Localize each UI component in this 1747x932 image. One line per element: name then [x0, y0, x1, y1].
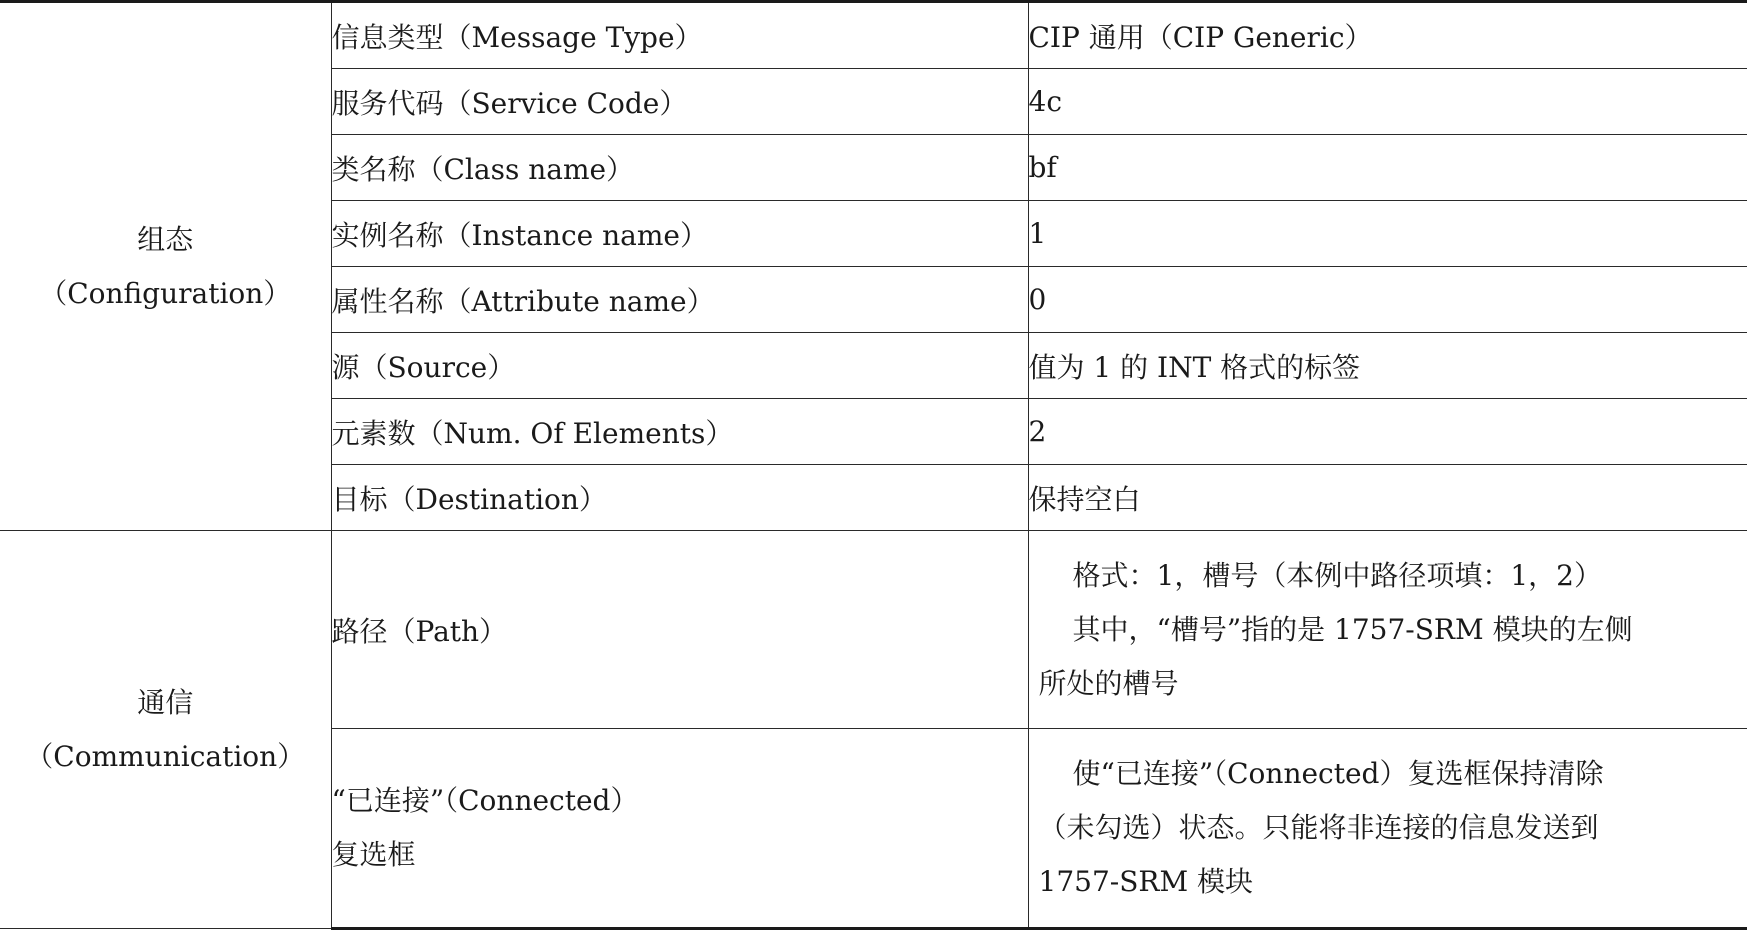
value-cell: 0	[1028, 267, 1747, 333]
property-cell: 路径（Path）	[331, 531, 1028, 729]
property-cell: 目标（Destination）	[331, 465, 1028, 531]
property-cell: 源（Source）	[331, 333, 1028, 399]
value-cell: 保持空白	[1028, 465, 1747, 531]
section-label-cn: 通信	[137, 685, 194, 719]
value-line: 所处的槽号	[1038, 666, 1179, 700]
section-communication	[0, 531, 331, 929]
property-cell: 信息类型（Message Type）	[331, 2, 1028, 69]
value-line: 格式：1，槽号（本例中路径项填：1，2）	[1072, 558, 1602, 592]
property-cell: 属性名称（Attribute name）	[331, 267, 1028, 333]
section-configuration	[0, 2, 331, 531]
value-line: 其中，“槽号”指的是 1757-SRM 模块的左侧	[1072, 612, 1633, 646]
value-line: 使“已连接”（Connected）复选框保持清除	[1072, 757, 1604, 790]
property-cell: 服务代码（Service Code）	[331, 69, 1028, 135]
property-line: “已连接”（Connected）	[331, 784, 639, 817]
value-cell: CIP 通用（CIP Generic）	[1028, 2, 1747, 69]
property-cell	[331, 729, 1028, 929]
value-cell: 2	[1028, 399, 1747, 465]
value-line: （未勾选）状态。只能将非连接的信息发送到	[1038, 811, 1599, 844]
table-row	[0, 2, 1747, 69]
value-cell: 值为 1 的 INT 格式的标签	[1028, 333, 1747, 399]
value-cell	[1028, 531, 1747, 729]
value-cell	[1028, 729, 1747, 929]
property-line: 复选框	[331, 838, 416, 871]
table-row	[0, 531, 1747, 729]
property-cell: 实例名称（Instance name）	[331, 201, 1028, 267]
property-cell: 类名称（Class name）	[331, 135, 1028, 201]
property-cell: 元素数（Num. Of Elements）	[331, 399, 1028, 465]
value-cell: bf	[1028, 135, 1747, 201]
section-label-en: （Configuration）	[39, 276, 292, 310]
value-cell: 1	[1028, 201, 1747, 267]
section-label-cn: 组态	[137, 222, 194, 256]
value-line: 1757-SRM 模块	[1038, 865, 1254, 898]
section-label-en: （Communication）	[25, 739, 306, 773]
value-cell: 4c	[1028, 69, 1747, 135]
